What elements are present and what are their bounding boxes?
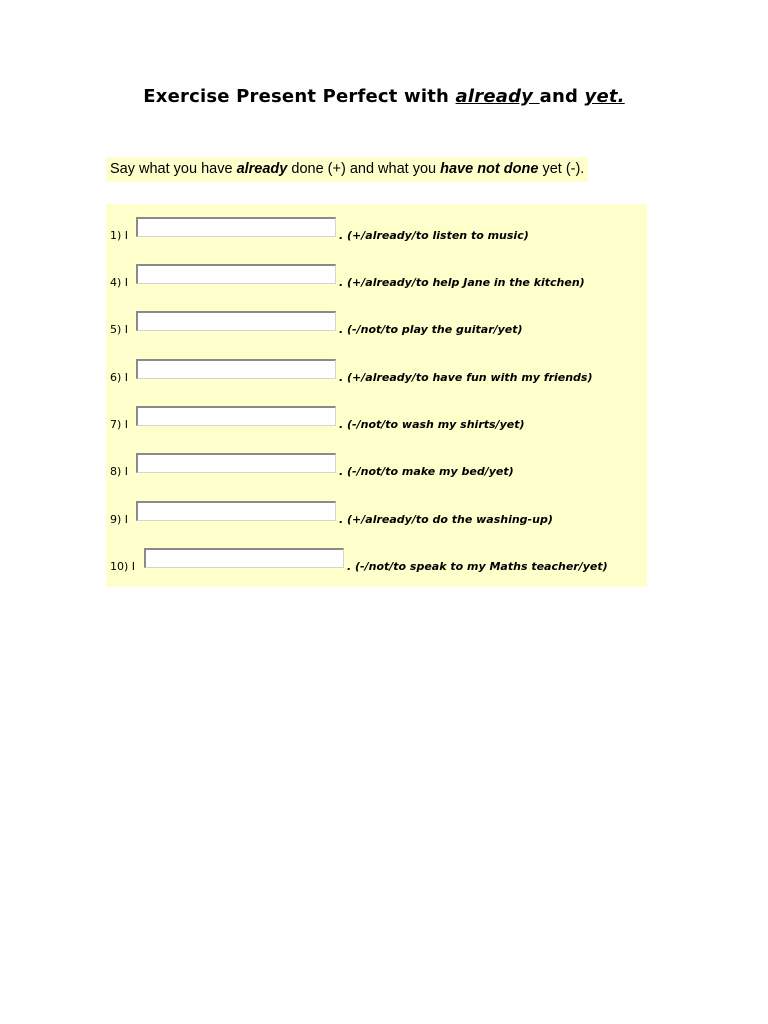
exercise-form — [106, 204, 647, 587]
instruction-text — [106, 157, 588, 182]
instruction-part-3: yet (-). — [538, 161, 585, 177]
exercise-hint: . (+/already/to have fun with my friends) — [339, 371, 593, 384]
instruction-part-1: Say what you have — [110, 161, 237, 177]
exercise-number: 9) I — [110, 513, 129, 526]
exercise-hint: . (-/not/to wash my shirts/yet) — [339, 418, 525, 431]
answer-input-4[interactable] — [136, 264, 336, 284]
page-title — [0, 86, 768, 107]
exercise-hint: . (-/not/to make my bed/yet) — [339, 465, 514, 478]
answer-input-10[interactable] — [144, 548, 344, 568]
title-keyword-already: already — [455, 86, 540, 107]
answer-input-8[interactable] — [136, 453, 336, 473]
exercise-number: 5) I — [110, 323, 129, 336]
answer-input-9[interactable] — [136, 501, 336, 521]
exercise-hint: . (-/not/to speak to my Maths teacher/yet) — [347, 560, 608, 573]
exercise-hint: . (-/not/to play the guitar/yet) — [339, 323, 523, 336]
title-prefix: Exercise Present Perfect with — [143, 86, 456, 107]
exercise-number: 10) I — [110, 560, 136, 573]
answer-input-5[interactable] — [136, 311, 336, 331]
exercise-hint: . (+/already/to listen to music) — [339, 229, 529, 242]
instruction-keyword-already: already — [236, 161, 288, 177]
answer-input-7[interactable] — [136, 406, 336, 426]
exercise-number: 1) I — [110, 229, 129, 242]
title-middle: and — [539, 86, 585, 107]
exercise-number: 4) I — [110, 276, 129, 289]
exercise-number: 8) I — [110, 465, 129, 478]
instruction-keyword-have-not-done: have not done — [440, 161, 539, 177]
exercise-number: 6) I — [110, 371, 129, 384]
exercise-hint: . (+/already/to help Jane in the kitchen) — [339, 276, 585, 289]
exercise-hint: . (+/already/to do the washing-up) — [339, 513, 553, 526]
instruction-part-2: done (+) and what you — [287, 161, 441, 177]
answer-input-1[interactable] — [136, 217, 336, 237]
title-keyword-yet: yet. — [584, 86, 625, 107]
exercise-number: 7) I — [110, 418, 129, 431]
answer-input-6[interactable] — [136, 359, 336, 379]
